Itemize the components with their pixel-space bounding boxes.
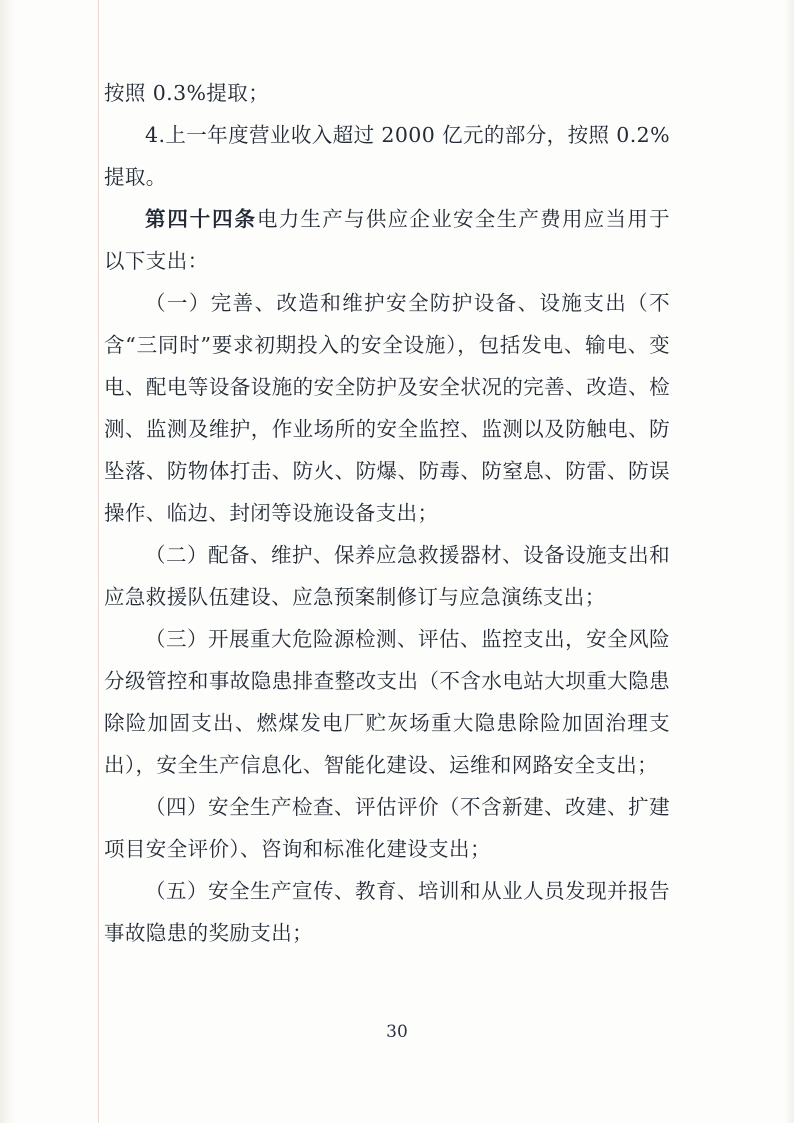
paragraph-clause-2: （二）配备、维护、保养应急救援器材、设备设施支出和应急救援队伍建设、应急预案制修订与应急演练支出； xyxy=(104,543,670,609)
paragraph-clause-3: （三）开展重大危险源检测、评估、监控支出，安全风险分级管控和事故隐患排查整改支出（不含水电站大坝重大隐患除险加固支出、燃煤发电厂贮灰场重大隐患除险加固治理支出），安全生产信息化、智能化建设、运维和网路安全支出； xyxy=(104,627,670,777)
paragraph-clause-4: （四）安全生产检查、评估评价（不含新建、改建、扩建项目安全评价）、咨询和标准化建设支出； xyxy=(104,795,670,861)
margin-rule xyxy=(98,0,99,1123)
paragraph-clause-1: （一）完善、改造和维护安全防护设备、设施支出（不含“三同时”要求初期投入的安全设施），包括发电、输电、变电、配电等设备设施的安全防护及安全状况的完善、改造、检测、监测及维护，作业场所的安全监控、监测以及防触电、防坠落、防物体打击、防火、防爆、防毒、防窒息、防雷、防误操作、临边、封闭等设施设备支出； xyxy=(104,291,670,525)
paragraph-item-4: 4.上一年度营业收入超过 2000 亿元的部分，按照 0.2%提取。 xyxy=(104,123,670,189)
paragraph-clause-5: （五）安全生产宣传、教育、培训和从业人员发现并报告事故隐患的奖励支出； xyxy=(104,879,670,945)
paragraph-article-44 xyxy=(104,198,670,282)
page-body xyxy=(104,72,670,954)
paragraph-continuation: 按照 0.3%提取； xyxy=(104,81,270,105)
article-number: 第四十四条 xyxy=(145,207,257,231)
article-text: 电力生产与供应企业安全生产费用应当用于以下支出： xyxy=(104,207,670,273)
page-number: 30 xyxy=(386,1022,408,1042)
